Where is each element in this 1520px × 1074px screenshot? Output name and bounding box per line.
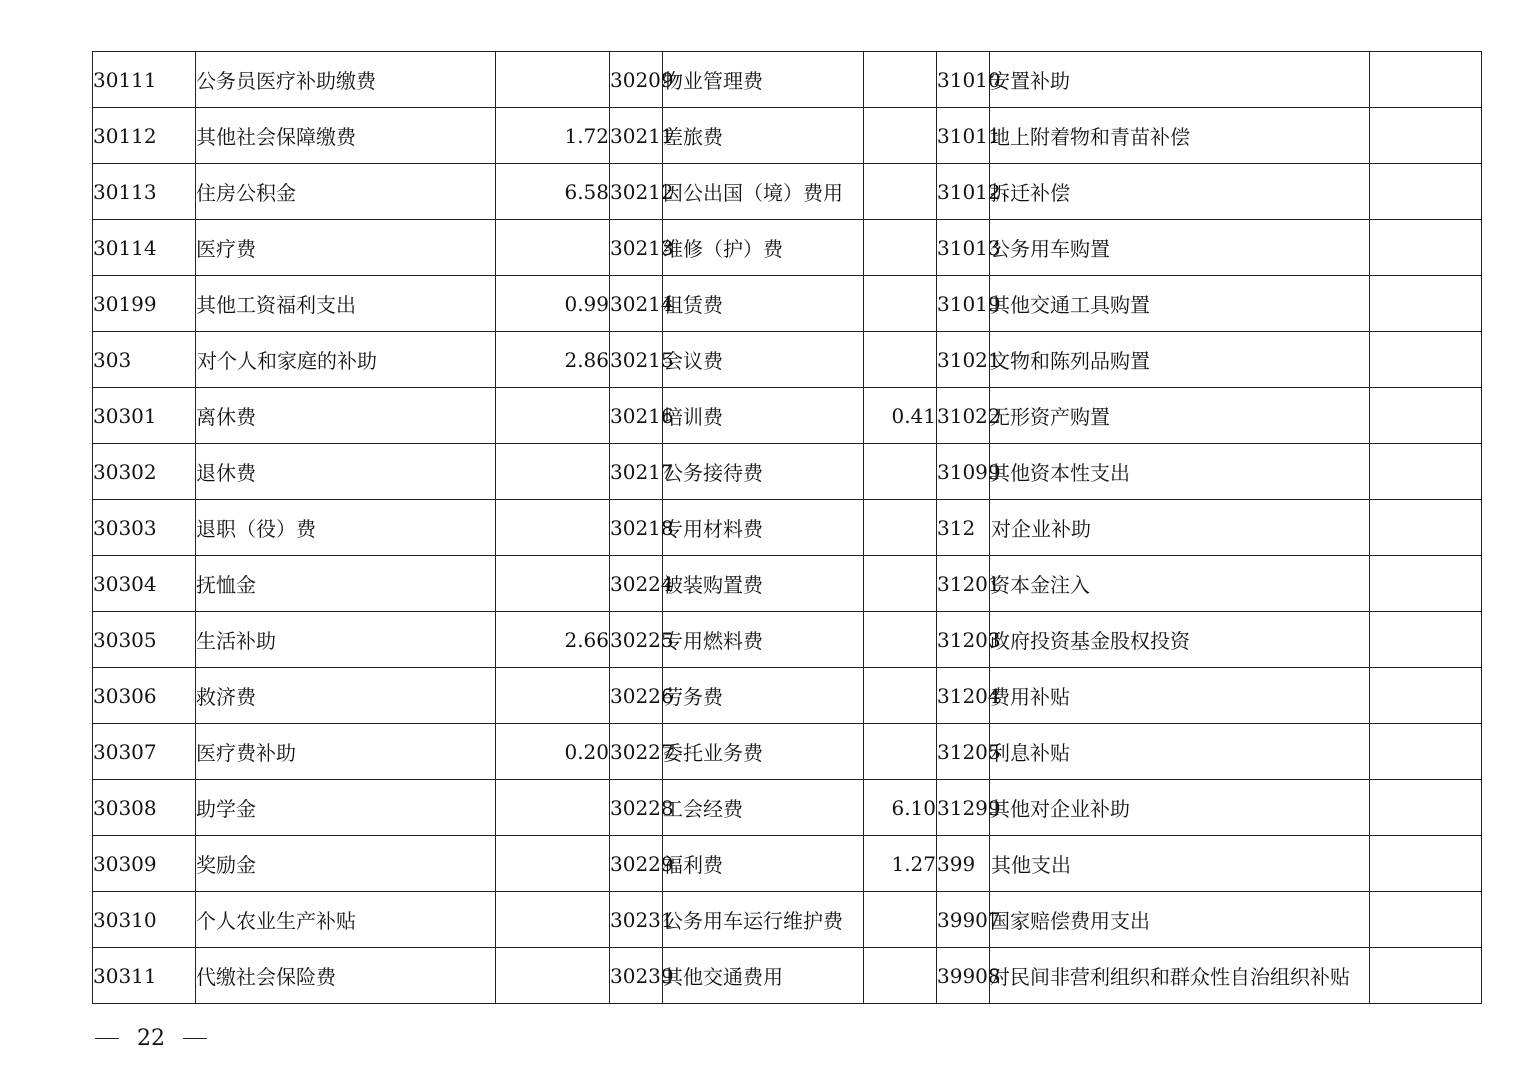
item-name: 安置补助: [990, 52, 1370, 108]
item-code: 31013: [937, 220, 990, 276]
item-code: 30231: [610, 892, 663, 948]
item-amount: [1370, 388, 1482, 444]
footer-dash-right: [183, 1038, 207, 1039]
item-name: 救济费: [196, 668, 496, 724]
item-amount: [1370, 724, 1482, 780]
item-code: 30226: [610, 668, 663, 724]
page-footer: [95, 1026, 207, 1051]
item-amount: [496, 500, 610, 556]
item-name: 医疗费: [196, 220, 496, 276]
item-code: 30309: [93, 836, 196, 892]
item-code: 303: [93, 332, 196, 388]
item-amount: [864, 724, 937, 780]
table-row: [93, 500, 1482, 556]
table-row: [93, 164, 1482, 220]
item-code: 30305: [93, 612, 196, 668]
item-name: 福利费: [663, 836, 864, 892]
item-name: 利息补贴: [990, 724, 1370, 780]
item-amount: [496, 892, 610, 948]
item-amount: 1.27: [864, 836, 937, 892]
item-name: 奖励金: [196, 836, 496, 892]
item-name: 代缴社会保险费: [196, 948, 496, 1004]
item-name: 公务用车运行维护费: [663, 892, 864, 948]
item-code: 399: [937, 836, 990, 892]
item-amount: [1370, 500, 1482, 556]
item-name: 工会经费: [663, 780, 864, 836]
item-name: 费用补贴: [990, 668, 1370, 724]
item-amount: [864, 612, 937, 668]
table-row: [93, 780, 1482, 836]
item-code: 30211: [610, 108, 663, 164]
item-name: 差旅费: [663, 108, 864, 164]
item-name: 退职（役）费: [196, 500, 496, 556]
item-code: 30214: [610, 276, 663, 332]
item-name: 维修（护）费: [663, 220, 864, 276]
item-amount: [864, 276, 937, 332]
item-code: 30302: [93, 444, 196, 500]
item-amount: [1370, 612, 1482, 668]
item-name: 委托业务费: [663, 724, 864, 780]
item-name: 无形资产购置: [990, 388, 1370, 444]
item-amount: [496, 668, 610, 724]
item-code: 30311: [93, 948, 196, 1004]
item-amount: [1370, 332, 1482, 388]
item-amount: [1370, 108, 1482, 164]
item-amount: [496, 444, 610, 500]
item-amount: 0.41: [864, 388, 937, 444]
item-code: 31019: [937, 276, 990, 332]
table-row: [93, 556, 1482, 612]
item-name: 资本金注入: [990, 556, 1370, 612]
table-row: [93, 332, 1482, 388]
item-amount: [864, 500, 937, 556]
item-name: 公务员医疗补助缴费: [196, 52, 496, 108]
item-name: 劳务费: [663, 668, 864, 724]
item-code: 30306: [93, 668, 196, 724]
table-row: [93, 948, 1482, 1004]
item-code: 30212: [610, 164, 663, 220]
table-row: [93, 52, 1482, 108]
item-name: 个人农业生产补贴: [196, 892, 496, 948]
item-amount: [864, 52, 937, 108]
item-code: 31010: [937, 52, 990, 108]
item-amount: [1370, 444, 1482, 500]
item-name: 对民间非营利组织和群众性自治组织补贴: [990, 948, 1370, 1004]
table-row: [93, 220, 1482, 276]
item-amount: [864, 108, 937, 164]
item-code: 312: [937, 500, 990, 556]
item-amount: 6.10: [864, 780, 937, 836]
item-code: 31099: [937, 444, 990, 500]
table-row: [93, 836, 1482, 892]
item-name: 抚恤金: [196, 556, 496, 612]
item-amount: [1370, 220, 1482, 276]
item-code: 30301: [93, 388, 196, 444]
item-name: 其他社会保障缴费: [196, 108, 496, 164]
item-code: 31022: [937, 388, 990, 444]
item-amount: [864, 332, 937, 388]
item-code: 30112: [93, 108, 196, 164]
item-name: 其他资本性支出: [990, 444, 1370, 500]
item-amount: 6.58: [496, 164, 610, 220]
item-code: 30217: [610, 444, 663, 500]
item-amount: [864, 220, 937, 276]
item-name: 公务接待费: [663, 444, 864, 500]
item-name: 对企业补助: [990, 500, 1370, 556]
item-code: 30225: [610, 612, 663, 668]
item-code: 30229: [610, 836, 663, 892]
table-row: [93, 108, 1482, 164]
item-code: 30216: [610, 388, 663, 444]
item-amount: [864, 892, 937, 948]
item-code: 30213: [610, 220, 663, 276]
item-code: 30199: [93, 276, 196, 332]
item-code: 30307: [93, 724, 196, 780]
item-code: 31012: [937, 164, 990, 220]
item-amount: [1370, 892, 1482, 948]
item-name: 其他支出: [990, 836, 1370, 892]
item-code: 39907: [937, 892, 990, 948]
item-code: 39908: [937, 948, 990, 1004]
item-amount: [864, 556, 937, 612]
item-code: 30310: [93, 892, 196, 948]
item-name: 医疗费补助: [196, 724, 496, 780]
item-code: 30209: [610, 52, 663, 108]
item-amount: 2.66: [496, 612, 610, 668]
item-amount: [1370, 668, 1482, 724]
footer-dash-left: [95, 1038, 119, 1039]
item-code: 31205: [937, 724, 990, 780]
item-amount: [496, 388, 610, 444]
item-amount: [1370, 836, 1482, 892]
item-name: 公务用车购置: [990, 220, 1370, 276]
item-name: 会议费: [663, 332, 864, 388]
item-code: 30224: [610, 556, 663, 612]
item-name: 因公出国（境）费用: [663, 164, 864, 220]
item-amount: [1370, 948, 1482, 1004]
item-name: 生活补助: [196, 612, 496, 668]
item-name: 地上附着物和青苗补偿: [990, 108, 1370, 164]
item-name: 国家赔偿费用支出: [990, 892, 1370, 948]
item-amount: [496, 556, 610, 612]
item-name: 离休费: [196, 388, 496, 444]
item-name: 住房公积金: [196, 164, 496, 220]
item-name: 培训费: [663, 388, 864, 444]
item-code: 30227: [610, 724, 663, 780]
item-code: 31021: [937, 332, 990, 388]
item-code: 30215: [610, 332, 663, 388]
item-name: 租赁费: [663, 276, 864, 332]
item-code: 30303: [93, 500, 196, 556]
item-code: 30308: [93, 780, 196, 836]
item-amount: [496, 780, 610, 836]
item-amount: [864, 668, 937, 724]
item-amount: [1370, 780, 1482, 836]
item-amount: [1370, 556, 1482, 612]
table-row: [93, 612, 1482, 668]
table-body: [93, 52, 1482, 1004]
item-code: 30228: [610, 780, 663, 836]
table-row: [93, 892, 1482, 948]
item-name: 助学金: [196, 780, 496, 836]
item-name: 政府投资基金股权投资: [990, 612, 1370, 668]
item-amount: [1370, 52, 1482, 108]
item-amount: [864, 444, 937, 500]
item-amount: [1370, 164, 1482, 220]
item-name: 其他对企业补助: [990, 780, 1370, 836]
item-code: 30304: [93, 556, 196, 612]
item-name: 其他工资福利支出: [196, 276, 496, 332]
budget-table: [92, 51, 1482, 1004]
table-row: [93, 444, 1482, 500]
table-row: [93, 668, 1482, 724]
item-name: 对个人和家庭的补助: [196, 332, 496, 388]
item-code: 31203: [937, 612, 990, 668]
item-name: 被装购置费: [663, 556, 864, 612]
item-name: 物业管理费: [663, 52, 864, 108]
item-name: 其他交通工具购置: [990, 276, 1370, 332]
item-code: 30111: [93, 52, 196, 108]
item-code: 30113: [93, 164, 196, 220]
item-amount: 2.86: [496, 332, 610, 388]
item-amount: 0.99: [496, 276, 610, 332]
table-row: [93, 724, 1482, 780]
item-amount: [864, 948, 937, 1004]
item-name: 专用材料费: [663, 500, 864, 556]
page-number: 22: [137, 1026, 165, 1051]
item-name: 拆迁补偿: [990, 164, 1370, 220]
item-name: 其他交通费用: [663, 948, 864, 1004]
item-amount: [496, 220, 610, 276]
item-amount: [496, 948, 610, 1004]
item-name: 文物和陈列品购置: [990, 332, 1370, 388]
item-code: 31299: [937, 780, 990, 836]
item-amount: [1370, 276, 1482, 332]
table-row: [93, 388, 1482, 444]
item-amount: [864, 164, 937, 220]
item-code: 31201: [937, 556, 990, 612]
item-name: 专用燃料费: [663, 612, 864, 668]
table-row: [93, 276, 1482, 332]
item-code: 31204: [937, 668, 990, 724]
item-code: 30239: [610, 948, 663, 1004]
item-code: 30218: [610, 500, 663, 556]
item-code: 30114: [93, 220, 196, 276]
item-amount: [496, 836, 610, 892]
item-code: 31011: [937, 108, 990, 164]
item-amount: [496, 52, 610, 108]
item-name: 退休费: [196, 444, 496, 500]
item-amount: 0.20: [496, 724, 610, 780]
item-amount: 1.72: [496, 108, 610, 164]
